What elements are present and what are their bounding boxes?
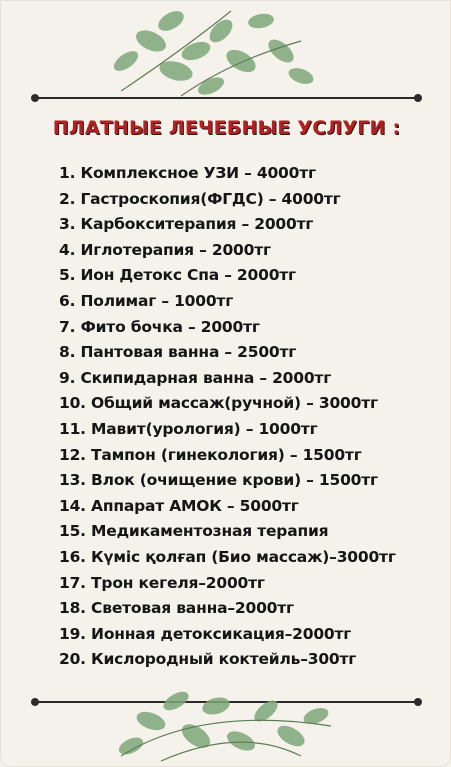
list-item: 10. Общий массаж(ручной) – 3000тг: [59, 394, 378, 413]
list-item: 9. Скипидарная ванна – 2000тг: [59, 368, 332, 387]
list-item: 3. Карбокситерапия – 2000тг: [59, 215, 314, 234]
top-divider: [35, 97, 418, 99]
services-list: [59, 161, 439, 673]
bottom-divider: [35, 701, 418, 703]
list-item: 12. Тампон (гинекология) – 1500тг: [59, 445, 362, 464]
list-item: 7. Фито бочка – 2000тг: [59, 317, 260, 336]
list-item: 5. Ион Детокс Спа – 2000тг: [59, 266, 296, 285]
list-item: 8. Пантовая ванна – 2500тг: [59, 343, 297, 362]
list-item: 18. Световая ванна–2000тг: [59, 599, 294, 618]
list-item: 17. Трон кегеля–2000тг: [59, 573, 265, 592]
list-item: 6. Полимаг – 1000тг: [59, 291, 234, 310]
list-item: 13. Влок (очищение крови) – 1500тг: [59, 471, 378, 490]
list-item: 1. Комплексное УЗИ – 4000тг: [59, 164, 316, 182]
eucalyptus-top-icon: [1, 1, 451, 111]
page-title: ПЛАТНЫЕ ЛЕЧЕБНЫЕ УСЛУГИ :: [52, 117, 401, 139]
list-item: 16. Күміс қолғап (Био массаж)–3000тг: [59, 547, 396, 566]
list-item: 4. Иглотерапия – 2000тг: [59, 240, 271, 259]
list-item: 19. Ионная детоксикация–2000тг: [59, 624, 352, 643]
list-item: 15. Медикаментозная терапия: [59, 522, 329, 541]
list-item: 2. Гастроскопия(ФГДС) – 4000тг: [59, 189, 341, 208]
list-item: 14. Аппарат АМОК – 5000тг: [59, 496, 299, 515]
list-item: 11. Мавит(урология) – 1000тг: [59, 419, 318, 438]
eucalyptus-bottom-icon: [1, 666, 451, 766]
list-item: 20. Кислородный коктейль–300тг: [59, 650, 357, 669]
